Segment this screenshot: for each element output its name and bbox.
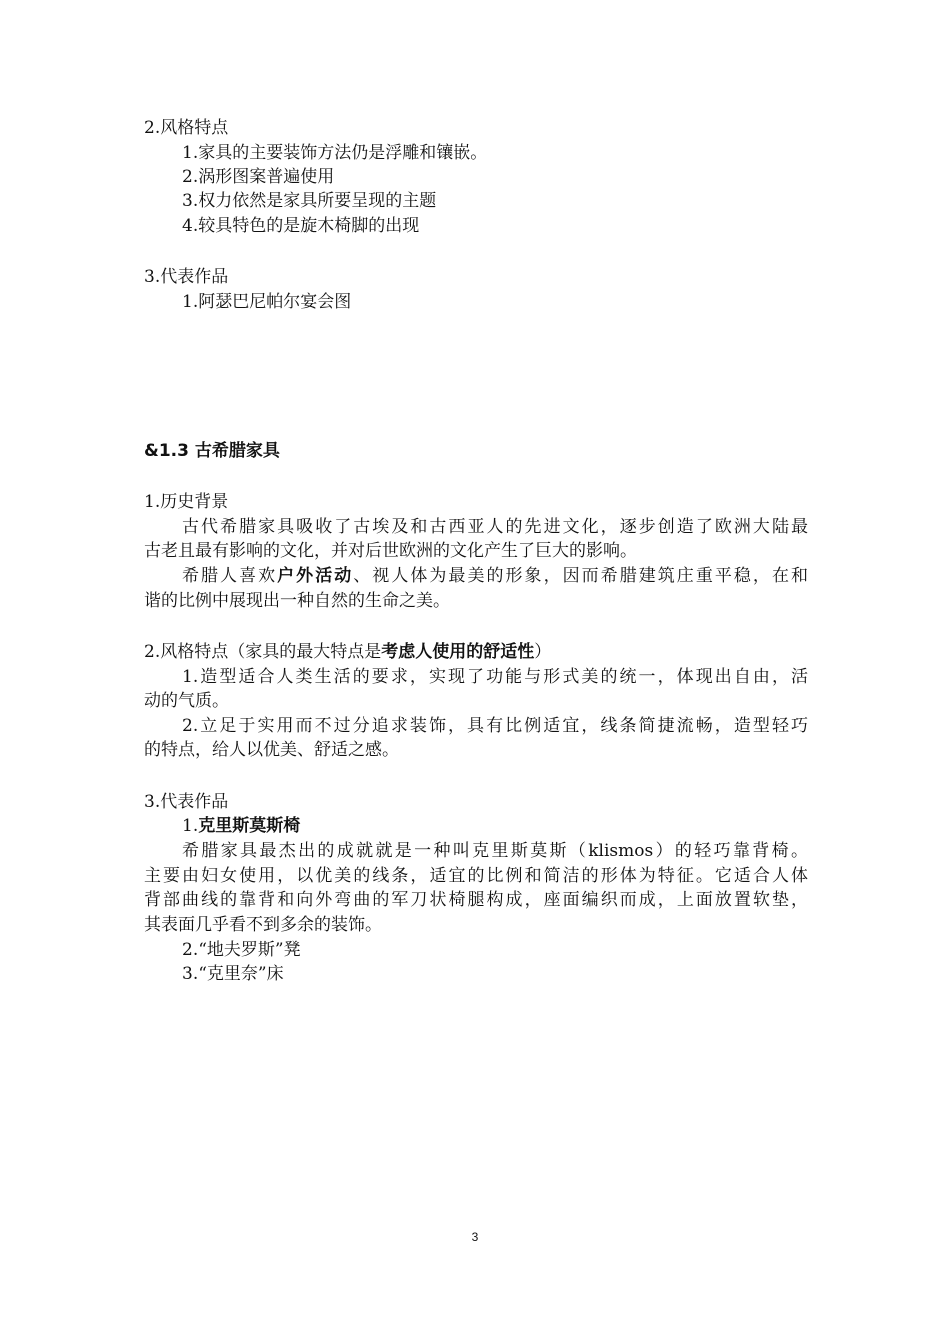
item-number: 1. <box>182 816 199 836</box>
list-item: 1.阿瑟巴尼帕尔宴会图 <box>182 292 352 312</box>
bold-text: 克里斯莫斯椅 <box>198 816 301 836</box>
page-number: 3 <box>471 1230 479 1244</box>
text-run: 希腊人喜欢 <box>182 566 278 586</box>
paragraph-line: 1.造型适合人类生活的要求，实现了功能与形式美的统一，体现出自由，活 <box>182 667 808 687</box>
text-run: 2.风格特点（家具的最大特点是 <box>144 642 382 662</box>
paragraph-line: 谐的比例中展现出一种自然的生命之美。 <box>144 591 450 611</box>
list-item: 2.涡形图案普遍使用 <box>182 167 335 187</box>
subheading-history: 1.历史背景 <box>144 492 229 512</box>
list-item: 2.“地夫罗斯”凳 <box>182 940 301 960</box>
subheading-style-prev: 2.风格特点 <box>144 118 229 138</box>
list-item: 3.“克里奈”床 <box>182 964 284 984</box>
paragraph-line: 背部曲线的靠背和向外弯曲的军刀状椅腿构成，座面编织而成，上面放置软垫， <box>144 890 808 910</box>
paragraph-line: 古老且最有影响的文化，并对后世欧洲的文化产生了巨大的影响。 <box>144 541 637 561</box>
subheading-style <box>144 640 551 664</box>
bold-text: 考虑人使用的舒适性 <box>381 642 535 662</box>
paragraph-line: 的特点，给人以优美、舒适之感。 <box>144 740 399 760</box>
list-item: 1.家具的主要装饰方法仍是浮雕和镶嵌。 <box>182 143 488 163</box>
list-item: 4.较具特色的是旋木椅脚的出现 <box>182 216 420 236</box>
paragraph-line: 希腊家具最杰出的成就就是一种叫克里斯莫斯（klismos）的轻巧靠背椅。 <box>182 841 808 861</box>
paragraph-line: 古代希腊家具吸收了古埃及和古西亚人的先进文化，逐步创造了欧洲大陆最 <box>182 517 808 537</box>
paragraph-line <box>182 564 808 588</box>
text-run: ） <box>534 642 552 662</box>
list-item: 3.权力依然是家具所要呈现的主题 <box>182 191 437 211</box>
list-item <box>182 814 300 838</box>
paragraph-line: 动的气质。 <box>144 691 229 711</box>
subheading-works-prev: 3.代表作品 <box>144 267 229 287</box>
text-run: 、视人体为最美的形象，因而希腊建筑庄重平稳，在和 <box>353 566 808 586</box>
section-title: &1.3 古希腊家具 <box>144 441 280 461</box>
paragraph-line: 主要由妇女使用，以优美的线条，适宜的比例和简洁的形体为特征。它适合人体 <box>144 866 808 886</box>
bold-text: 户外活动 <box>277 566 354 586</box>
paragraph-line: 其表面几乎看不到多余的装饰。 <box>144 915 382 935</box>
paragraph-line: 2.立足于实用而不过分追求装饰，具有比例适宜，线条简捷流畅，造型轻巧 <box>182 716 808 736</box>
subheading-works: 3.代表作品 <box>144 792 229 812</box>
